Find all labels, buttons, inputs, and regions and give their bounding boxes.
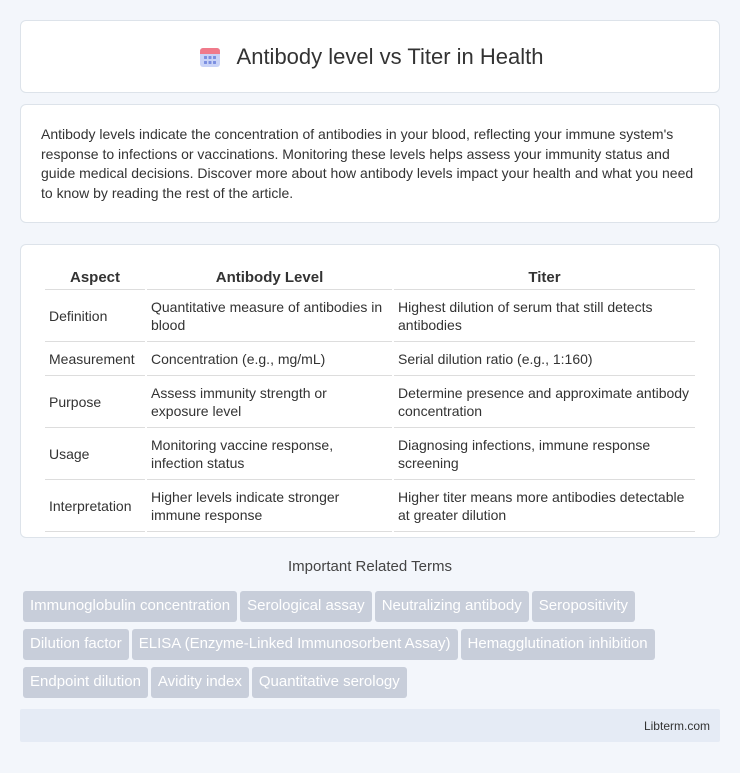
footer-site-link[interactable]: Libterm.com — [643, 718, 710, 733]
table-cell: Diagnosing infections, immune response screening — [394, 428, 695, 480]
table-cell: Definition — [45, 290, 145, 342]
tag-link[interactable]: ELISA (Enzyme-Linked Immunosorbent Assay) — [132, 629, 458, 660]
table-cell: Purpose — [45, 376, 145, 428]
tag-link[interactable]: Hemagglutination inhibition — [461, 629, 655, 660]
table-cell: Determine presence and approximate antibody concentration — [394, 376, 695, 428]
table-cell: Measurement — [45, 342, 145, 376]
table-row — [45, 480, 695, 532]
table-header-row — [45, 265, 695, 290]
page-title: Antibody level vs Titer in Health — [236, 43, 544, 69]
table-row — [45, 428, 695, 480]
header-card — [20, 20, 720, 93]
intro-text: Antibody levels indicate the concentration of antibodies in your blood, reflecting your immune system's response to infections or vaccinations. Monitoring these levels helps assess your immunity status and guide medical decisions. Discover more about how antibody levels impact your health and what you need to know by reading the rest of the article. — [41, 126, 694, 201]
table-cell: Serial dilution ratio (e.g., 1:160) — [394, 342, 695, 376]
tag-link[interactable]: Dilution factor — [23, 629, 129, 660]
tag-link[interactable]: Quantitative serology — [252, 667, 407, 698]
column-header: Titer — [394, 265, 695, 290]
tag-link[interactable]: Immunoglobulin concentration — [23, 591, 237, 622]
table-cell: Concentration (e.g., mg/mL) — [147, 342, 392, 376]
footer — [20, 709, 720, 742]
column-header: Antibody Level — [147, 265, 392, 290]
related-terms-section — [20, 558, 720, 575]
table-cell: Assess immunity strength or exposure level — [147, 376, 392, 428]
table-cell: Highest dilution of serum that still detects antibodies — [394, 290, 695, 342]
tag-link[interactable]: Endpoint dilution — [23, 667, 148, 698]
table-row — [45, 290, 695, 342]
tag-link[interactable]: Avidity index — [151, 667, 249, 698]
comparison-table-card — [20, 244, 720, 538]
table-cell: Quantitative measure of antibodies in blood — [147, 290, 392, 342]
related-terms-title: Important Related Terms — [288, 558, 452, 575]
table-row — [45, 342, 695, 376]
comparison-table — [43, 265, 697, 532]
table-row — [45, 376, 695, 428]
tag-link[interactable]: Neutralizing antibody — [375, 591, 529, 622]
table-cell: Interpretation — [45, 480, 145, 532]
column-header: Aspect — [45, 265, 145, 290]
tag-link[interactable]: Serological assay — [240, 591, 372, 622]
related-tags — [20, 591, 720, 705]
table-cell: Usage — [45, 428, 145, 480]
table-cell: Higher titer means more antibodies detectable at greater dilution — [394, 480, 695, 532]
table-cell: Monitoring vaccine response, infection status — [147, 428, 392, 480]
intro-card — [20, 104, 720, 223]
tag-link[interactable]: Seropositivity — [532, 591, 635, 622]
calendar-icon — [197, 44, 223, 70]
table-cell: Higher levels indicate stronger immune response — [147, 480, 392, 532]
